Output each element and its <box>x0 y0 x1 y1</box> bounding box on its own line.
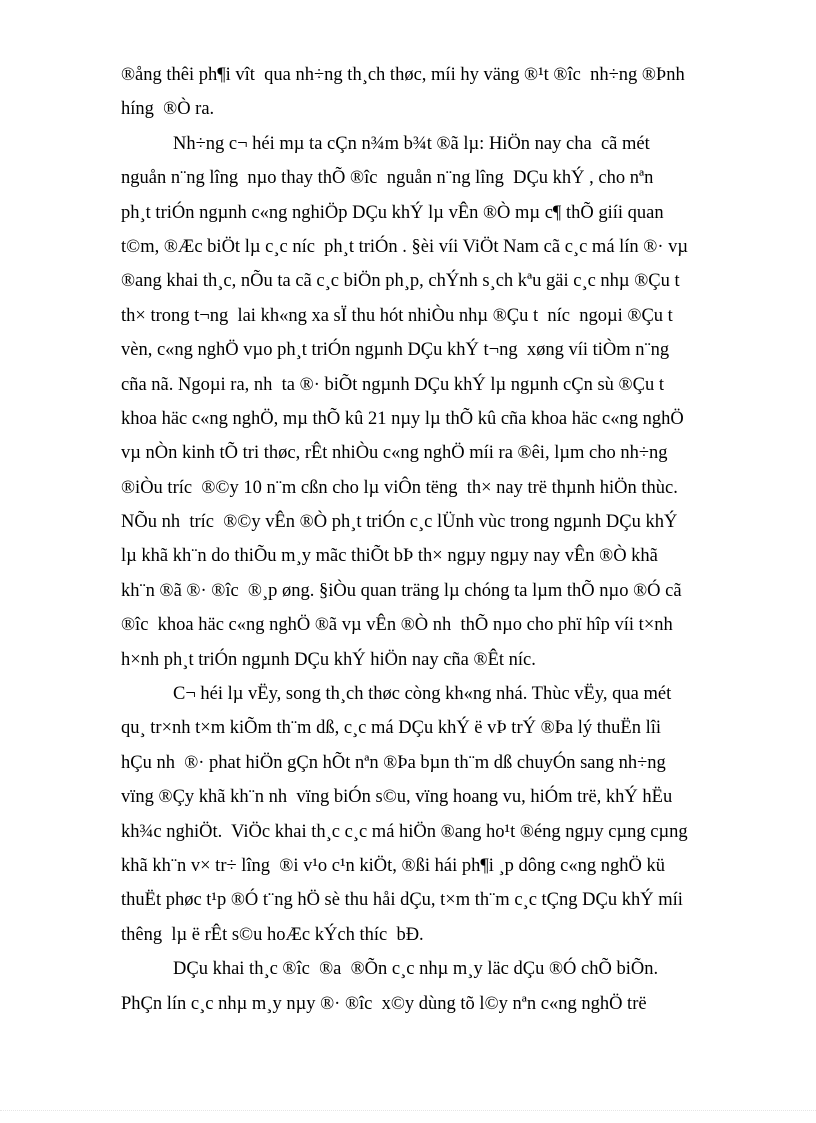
paragraph <box>121 58 696 127</box>
text-line: híng ®Ò ra. <box>121 99 215 120</box>
text-line: ®ång thêi ph¶i vît qua nh÷ng th¸ch thøc, míi hy väng ®¹t ®îc nh÷ng ®Þnh <box>121 65 685 85</box>
text-line: h×nh ph¸t triÓn ngµnh DÇu khÝ hiÖn nay cña ®Êt níc. <box>121 649 536 670</box>
text-line: kh¨n ®ã ®· ®îc ®¸p øng. §iÒu quan träng lµ chóng ta lµm thÕ nµo ®Ó cã <box>121 580 682 601</box>
text-line: th× trong t¬ng lai kh«ng xa sÏ thu hót nhiÒu nhµ ®Çu t níc ngoµi ®Çu t <box>121 305 673 326</box>
text-line: C¬ héi lµ vËy, song th¸ch thøc còng kh«ng nhá. Thùc vËy, qua mét <box>173 684 672 705</box>
page-bottom-rule <box>0 1110 816 1111</box>
paragraph <box>121 952 696 1021</box>
text-line: ®ang khai th¸c, nÕu ta cã c¸c biÖn ph¸p, chÝnh s¸ch kªu gäi c¸c nhµ ®Çu t <box>121 271 680 292</box>
text-line: thêng lµ ë rÊt s©u hoÆc kÝch thíc bÐ. <box>121 924 424 945</box>
text-line: nguån n¨ng lîng nµo thay thÕ ®îc nguån n¨ng lîng DÇu khÝ , cho nªn <box>121 168 654 189</box>
paragraph <box>121 677 696 952</box>
text-line: hÇu nh ®· phat hiÖn gÇn hÕt nªn ®Þa bµn th¨m dß chuyÓn sang nh÷ng <box>121 752 666 773</box>
text-line: qu¸ tr×nh t×m kiÕm th¨m dß, c¸c má DÇu khÝ ë vÞ trÝ ®Þa lý thuËn lîi <box>121 718 662 739</box>
text-line: khã kh¨n v× tr÷ lîng ®i v¹o c¹n kiÖt, ®ßi hái ph¶i ¸p dông c«ng nghÖ kü <box>121 855 665 876</box>
text-line: thuËt phøc t¹p ®Ó t¨ng hÖ sè thu håi dÇu, t×m th¨m c¸c tÇng DÇu khÝ míi <box>121 890 683 911</box>
text-line: DÇu khai th¸c ®îc ®a ®Õn c¸c nhµ m¸y läc dÇu ®Ó chÕ biÕn. <box>173 959 659 980</box>
text-line: NÕu nh tríc ®©y vÊn ®Ò ph¸t triÓn c¸c lÜnh vùc trong ngµnh DÇu khÝ <box>121 512 678 533</box>
document-body <box>121 58 696 1021</box>
text-line: cña nã. Ngoµi ra, nh ta ®· biÕt ngµnh DÇu khÝ lµ ngµnh cÇn sù ®Çu t <box>121 374 664 395</box>
text-line: vïng ®Çy khã kh¨n nh vïng biÓn s©u, vïng hoang vu, hiÓm trë, khÝ hËu <box>121 787 673 808</box>
text-line: ph¸t triÓn ngµnh c«ng nghiÖp DÇu khÝ lµ vÊn ®Ò mµ c¶ thÕ giíi quan <box>121 202 664 223</box>
text-line: PhÇn lín c¸c nhµ m¸y nµy ®· ®îc x©y dùng tõ l©y nªn c«ng nghÖ trë <box>121 993 647 1014</box>
text-line: Nh÷ng c¬ héi mµ ta cÇn n¾m b¾t ®ã lµ: HiÖn nay cha cã mét <box>173 133 650 154</box>
text-line: ®iÒu tríc ®©y 10 n¨m cßn cho lµ viÔn tëng th× nay trë thµnh hiÖn thùc. <box>121 477 678 498</box>
paragraph <box>121 127 696 677</box>
text-line: t©m, ®Æc biÖt lµ c¸c níc ph¸t triÓn . §èi víi ViÖt Nam cã c¸c má lín ®· vµ <box>121 236 689 257</box>
text-line: kh¾c nghiÖt. ViÖc khai th¸c c¸c má hiÖn ®ang ho¹t ®éng ngµy cµng cµng <box>121 821 688 842</box>
text-line: khoa häc c«ng nghÖ, mµ thÕ kû 21 nµy lµ thÕ kû cña khoa häc c«ng nghÖ <box>121 408 684 429</box>
text-line: lµ khã kh¨n do thiÕu m¸y mãc thiÕt bÞ th× ngµy ngµy nay vÊn ®Ò khã <box>121 546 658 567</box>
text-line: ®îc khoa häc c«ng nghÖ ®ã vµ vÊn ®Ò nh thÕ nµo cho phï hîp víi t×nh <box>121 615 673 636</box>
text-line: vèn, c«ng nghÖ vµo ph¸t triÓn ngµnh DÇu khÝ t¬ng xøng víi tiÒm n¨ng <box>121 340 670 361</box>
text-line: vµ nÒn kinh tÕ tri thøc, rÊt nhiÒu c«ng nghÖ míi ra ®êi, lµm cho nh÷ng <box>121 443 668 464</box>
